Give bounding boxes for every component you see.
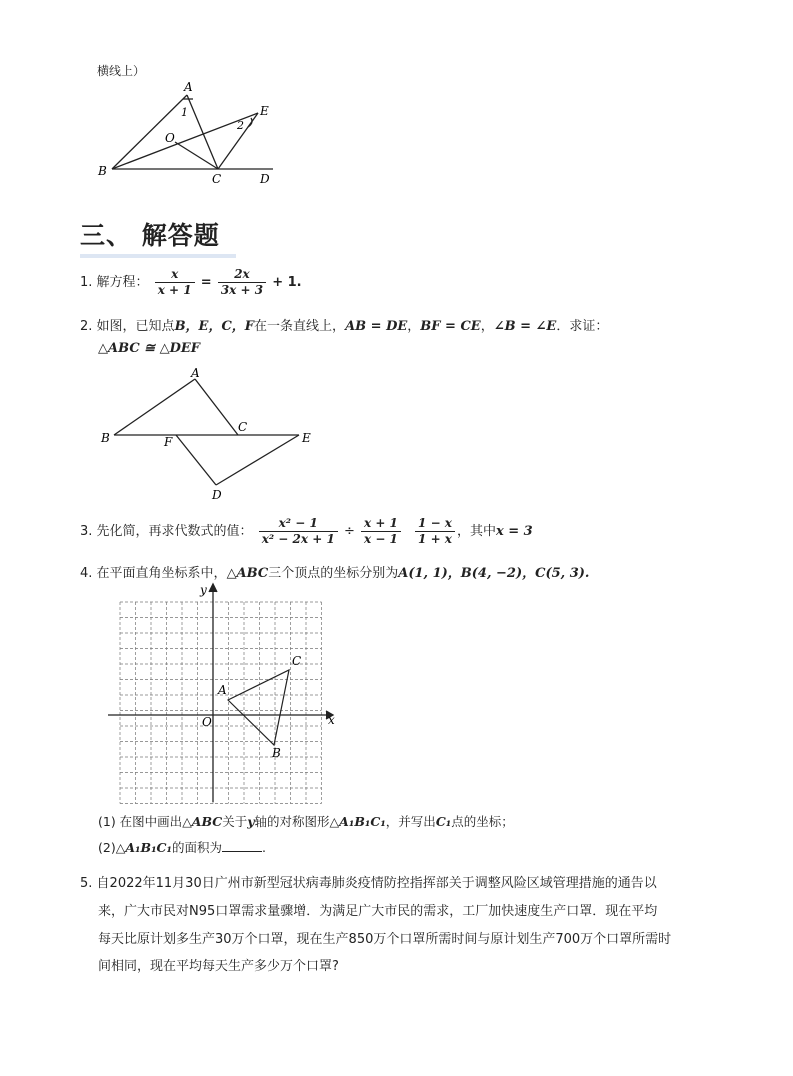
q3-text: 先化简，再求代数式的值： <box>96 524 253 539</box>
triangles-figure <box>98 364 323 504</box>
axis-x-label: x <box>328 713 335 727</box>
q2-text-a: 如图，已知点 <box>96 319 175 334</box>
q1-equals: = <box>200 275 212 290</box>
q1-rhs-fraction: $\frac{2x}{3x + 3}$ <box>218 267 266 298</box>
q3-text-b: ，其中 <box>456 524 496 539</box>
axis-y-label: y <box>200 583 207 597</box>
answer-blank[interactable] <box>222 839 262 852</box>
label-C: C <box>212 172 222 186</box>
q2-text-b: 在一条直线上， <box>254 319 346 334</box>
q3-fraction-1: $\frac{\text{x² − 1}}{\text{x² − 2x + 1}}$ <box>259 516 338 547</box>
q2-goal: △ABC ≅ △DEF <box>98 341 201 356</box>
q1-number: 1. <box>80 275 93 290</box>
q2-number: 2. <box>80 319 93 334</box>
point-A-label: A <box>218 683 227 697</box>
label-A: A <box>184 80 193 94</box>
question-5 <box>80 870 657 898</box>
top-caption: 横线上） <box>97 64 146 78</box>
q2-text-c: ．求证： <box>556 319 609 334</box>
q4-triangle: △ABC <box>226 566 269 581</box>
label-O: O <box>165 131 175 145</box>
angle-2-label: 2 <box>237 119 244 132</box>
label-C: C <box>238 420 248 434</box>
q5-line-1: 自2022年11月30日广州市新型冠状病毒肺炎疫情防控指挥部关于调整风险区域管理措施的通告以 <box>96 876 657 891</box>
label-D: D <box>212 488 222 502</box>
point-C-label: C <box>292 654 302 668</box>
section-title: 三、 解答题 <box>80 221 220 250</box>
q5-number: 5. <box>80 876 93 891</box>
q5-line-4: 间相同，现在平均每天生产多少万个口罩? <box>98 959 339 974</box>
q4-number: 4. <box>80 566 93 581</box>
angle-1-label: 1 <box>181 106 188 119</box>
label-E: E <box>260 104 269 118</box>
q3-fraction-2: $\frac{x + 1}{x - 1}$ <box>361 516 401 547</box>
q3-divide: ÷ <box>343 524 355 539</box>
q2-points: B，E，C，F <box>174 319 255 334</box>
q1-tail: + 1. <box>272 275 302 290</box>
label-A: A <box>191 366 200 380</box>
q4-subquestion-1: (1) 在图中画出△ABC关于y轴的对称图形△A₁B₁C₁，并写出C₁点的坐标； <box>98 814 514 829</box>
q1-lhs-fraction: $\frac{x}{x + 1}$ <box>155 267 195 298</box>
coordinate-grid <box>100 580 340 805</box>
question-3 <box>80 516 533 547</box>
section-underline <box>80 254 236 258</box>
q4-text-b: 三个顶点的坐标分别为 <box>268 566 399 581</box>
label-B: B <box>98 164 107 178</box>
origin-label: O <box>202 715 212 729</box>
q2-cond-3: ∠B = ∠E <box>493 319 557 334</box>
q2-cond-2: BF = CE <box>420 319 481 334</box>
question-1 <box>80 267 302 298</box>
q3-condition: x = 3 <box>495 524 533 539</box>
q4-coords: A(1, 1)，B(4, −2)，C(5, 3). <box>398 566 590 581</box>
label-D: D <box>260 172 270 186</box>
q3-number: 3. <box>80 524 93 539</box>
label-B: B <box>101 431 110 445</box>
label-F: F <box>164 435 173 449</box>
q5-line-3: 每天比原计划多生产30万个口罩，现在生产850万个口罩所需时间与原计划生产700万个口罩所需时 <box>98 932 672 947</box>
point-B-label: B <box>272 746 281 760</box>
question-4 <box>80 562 589 581</box>
q2-cond-1: AB = DE <box>345 319 408 334</box>
q3-fraction-3: $\frac{1 - x}{1 + x}$ <box>415 516 455 547</box>
label-E: E <box>302 431 311 445</box>
q1-text: 解方程： <box>96 275 149 290</box>
question-2: 2. 如图，已知点B，E，C，F在一条直线上，AB = DE，BF = CE，∠B = ∠E．求证： <box>80 319 609 334</box>
angle-figure <box>95 76 285 188</box>
q4-subquestion-2: (2)△A₁B₁C₁的面积为 . <box>98 840 266 855</box>
q4-text-a: 在平面直角坐标系中， <box>96 566 227 581</box>
q5-line-2: 来，广大市民对N95口罩需求量骤增．为满足广大市民的需求，工厂加快速度生产口罩．现在平均 <box>98 904 658 919</box>
